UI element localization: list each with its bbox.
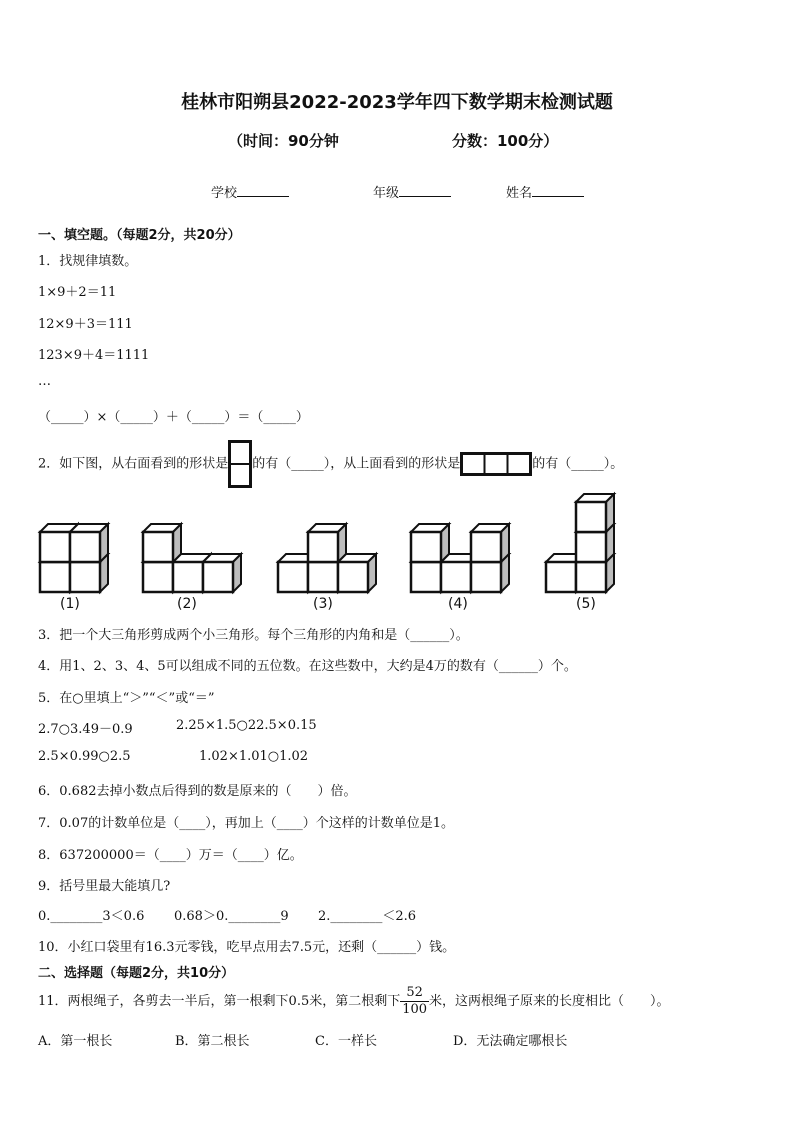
- option-a[interactable]: A．第一根长: [38, 1034, 113, 1049]
- q1-line: 12×9＋3＝111: [38, 317, 133, 332]
- q9-item: 0.________3＜0.6: [38, 909, 145, 924]
- q1-line: 1×9＋2＝11: [38, 285, 117, 300]
- cube-block: [70, 524, 108, 562]
- cube-block: [308, 524, 346, 562]
- q9-item: 0.68＞0.________9: [174, 909, 289, 924]
- cube-block: [203, 554, 241, 592]
- school-field[interactable]: [211, 182, 289, 201]
- q11-text: [38, 984, 670, 1020]
- score-info: 分数：100分）: [452, 132, 559, 150]
- q7-text: 7．0.07的计数单位是（____），再加上（____）个这样的计数单位是1。: [38, 816, 454, 831]
- figure-caption: (4): [448, 596, 468, 612]
- top-view-shape-icon: [460, 452, 532, 476]
- cube-block: [143, 524, 181, 562]
- option-b[interactable]: B．第二根长: [175, 1034, 250, 1049]
- cube-block: [338, 554, 376, 592]
- figure-caption: (3): [313, 596, 333, 612]
- q1-answer[interactable]: （_____）×（_____）＋（_____）＝（_____）: [38, 410, 309, 425]
- q2-part3: 的有（_____）。: [532, 456, 624, 472]
- q1-text: 1．找规律填数。: [38, 254, 138, 269]
- q11-fraction: [400, 985, 429, 1018]
- q10-text: 10．小红口袋里有16.3元零钱，吃早点用去7.5元，还剩（______）钱。: [38, 940, 456, 955]
- fraction-denominator: 100: [402, 1002, 428, 1017]
- q5-item: 2.5×0.99○2.5: [38, 749, 131, 764]
- cube-block: [471, 524, 509, 562]
- q2-part1: 2．如下图，从右面看到的形状是: [38, 456, 229, 472]
- name-label: 姓名: [506, 186, 533, 201]
- q11-part1: 11．两根绳子，各剪去一半后，第一根剩下0.5米，第二根剩下: [38, 994, 401, 1009]
- q5-item: 1.02×1.01○1.02: [199, 749, 309, 764]
- figure-caption: (1): [60, 596, 80, 612]
- section2-heading: 二、选择题（每题2分，共10分）: [38, 966, 235, 981]
- grade-field[interactable]: [373, 182, 451, 201]
- q2-part2: 的有（_____），从上面看到的形状是: [252, 456, 461, 472]
- time-info: （时间：90分钟: [228, 132, 339, 150]
- q3-text: 3．把一个大三角形剪成两个小三角形。每个三角形的内角和是（______）。: [38, 628, 469, 643]
- q6-text: 6．0.682去掉小数点后得到的数是原来的（ ）倍。: [38, 784, 357, 799]
- q5-text: 5．在○里填上“＞”“＜”或“＝”: [38, 691, 215, 706]
- cube-block: [576, 494, 614, 532]
- page-title: 桂林市阳朔县2022-2023学年四下数学期末检测试题: [181, 92, 613, 113]
- figure-caption: (5): [576, 596, 596, 612]
- grade-label: 年级: [373, 186, 400, 201]
- fraction-numerator: 52: [400, 985, 429, 1002]
- q4-text: 4．用1、2、3、4、5可以组成不同的五位数。在这些数中，大约是4万的数有（______）个。: [38, 659, 577, 674]
- q1-line: …: [38, 374, 51, 389]
- cube-block: [411, 524, 449, 562]
- q1-line: 123×9＋4＝1111: [38, 348, 150, 363]
- q9-item: 2.________＜2.6: [318, 909, 417, 924]
- name-field[interactable]: [506, 182, 584, 201]
- q8-text: 8．637200000＝（____）万＝（____）亿。: [38, 848, 303, 863]
- q9-text: 9．括号里最大能填几?: [38, 879, 171, 894]
- q2-line: [38, 440, 623, 488]
- q11-part2: 米，这两根绳子原来的长度相比（ ）。: [429, 994, 670, 1009]
- school-label: 学校: [211, 186, 238, 201]
- q5-item: 2.25×1.5○22.5×0.15: [176, 718, 317, 733]
- figure-caption: (2): [177, 596, 197, 612]
- option-d[interactable]: D．无法确定哪根长: [453, 1034, 568, 1049]
- section1-heading: 一、填空题。（每题2分，共20分）: [38, 228, 241, 243]
- q5-item: 2.7○3.49－0.9: [38, 722, 133, 737]
- option-c[interactable]: C．一样长: [315, 1034, 377, 1049]
- right-view-shape-icon: [228, 440, 252, 488]
